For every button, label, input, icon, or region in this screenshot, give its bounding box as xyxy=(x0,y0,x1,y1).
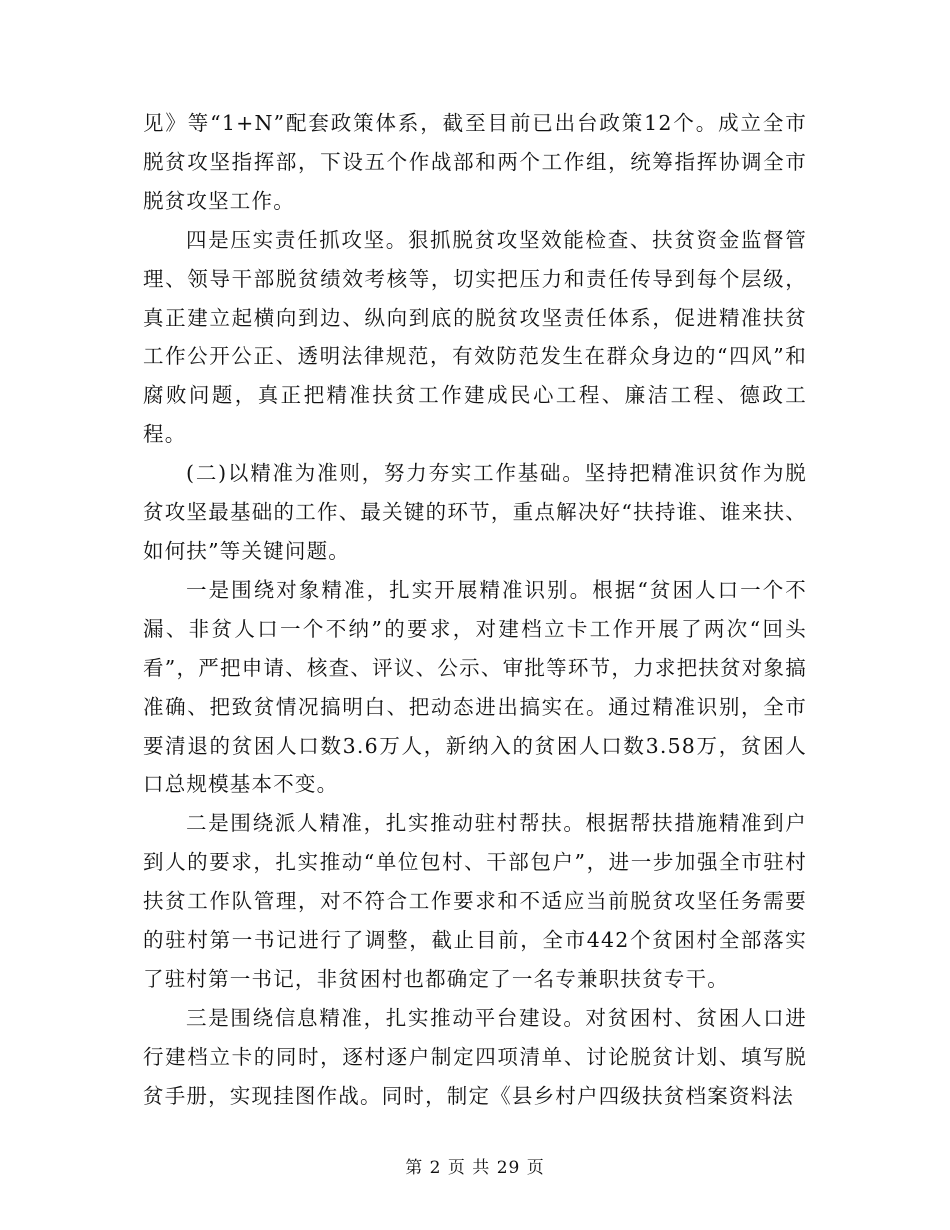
paragraph-responsibility: 四是压实责任抓攻坚。狠抓脱贫攻坚效能检查、扶贫资金监督管理、领导干部脱贫绩效考核等，切实把压力和责任传导到每个层级，真正建立起横向到边、纵向到底的脱贫攻坚责任体系，促进精准扶贫工作公开公正、透明法律规范，有效防范发生在群众身边的“四风”和腐败问题，真正把精准扶贫工作建成民心工程、廉洁工程、德政工程。 xyxy=(143,227,807,447)
paragraph-personnel-accuracy: 二是围绕派人精准，扎实推动驻村帮扶。根据帮扶措施精准到户到人的要求，扎实推动“单位包村、干部包户”，进一步加强全市驻村扶贫工作队管理，对不符合工作要求和不适应当前脱贫攻坚任务需要的驻村第一书记进行了调整，截止目前，全市442个贫困村全部落实了驻村第一书记，非贫困村也都确定了一名专兼职扶贫专干。 xyxy=(143,811,807,991)
page-number-footer xyxy=(0,1153,950,1178)
paragraph-section-two: (二)以精准为准则，努力夯实工作基础。坚持把精准识贫作为脱贫攻坚最基础的工作、最关键的环节，重点解决好“扶持谁、谁来扶、如何扶”等关键问题。 xyxy=(143,461,807,563)
paragraph-information-accuracy: 三是围绕信息精准，扎实推动平台建设。对贫困村、贫困人口进行建档立卡的同时，逐村逐户制定四项清单、讨论脱贫计划、填写脱贫手册，实现挂图作战。同时，制定《县乡村户四级扶贫档案资料法 xyxy=(143,1005,807,1108)
document-body xyxy=(143,104,807,1116)
paragraph-target-accuracy: 一是围绕对象精准，扎实开展精准识别。根据“贫困人口一个不漏、非贫人口一个不纳”的要求，对建档立卡工作开展了两次“回头看”，严把申请、核查、评议、公示、审批等环节，力求把扶贫对象搞准确、把致贫情况搞明白、把动态进出搞实在。通过精准识别，全市要清退的贫困人口数3.6万人，新纳入的贫困人口数3.58万，贫困人口总规模基本不变。 xyxy=(143,577,807,797)
page-number-text: 第 2 页 共 29 页 xyxy=(405,1158,545,1178)
paragraph-policy-system: 见》等“1+N”配套政策体系，截至目前已出台政策12个。成立全市脱贫攻坚指挥部，下设五个作战部和两个工作组，统筹指挥协调全市脱贫攻坚工作。 xyxy=(143,111,807,213)
